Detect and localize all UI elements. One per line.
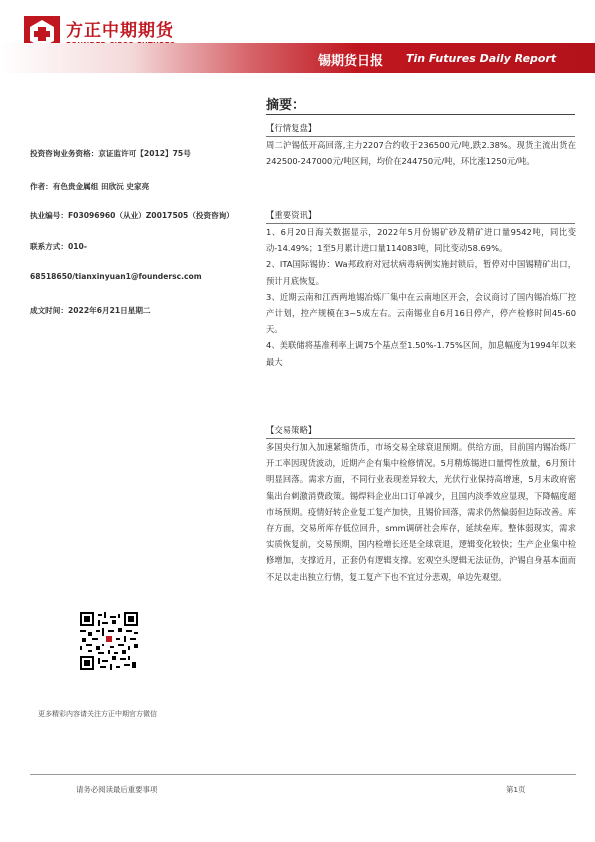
summary-title: 摘要： xyxy=(266,98,306,113)
trading-strategy-section xyxy=(266,423,576,585)
section-paragraph: 2、ITA国际锡协：Wa邦政府对冠状病毒病例实施封锁后，暂停对中国锡精矿出口，预计月底恢复。 xyxy=(266,259,576,286)
report-title-en: Tin Futures Daily Report xyxy=(406,52,557,65)
section-divider xyxy=(266,438,575,439)
section-divider xyxy=(266,223,575,224)
contact-value: 68518650/tianxinyuan1@foundersc.com xyxy=(30,272,202,281)
section-heading: 【行情复盘】 xyxy=(266,123,317,133)
section-paragraph: 多国央行加入加速紧缩货币，市场交易全球衰退预期。供给方面，目前国内锡冶炼厂开工率因现货波动，近期产企有集中检修情况。5月精炼锡进口量愕性放量，6月预计明显回落。需求方面，不同行业表现差异较大，光伏行业保持高增速，5月末政府密集出台刺激消费政策。锡焊料企业出口订单减少，且国内淡季效应显现，下降幅度超市场预期。疫情好转企业复工复产加快，且锡价回落，需求仍然偏弱但边际改善。库存方面，交易所库存低位回升，smm调研社会库存，延续垒库。整体弱现实，需求实质恢复前，交易预期，国内检增长还是全球衰退，逻辑变化较快；生产企业集中检修增加，支撑近月，正套仍有逻辑支撑。宏观空头逻辑无法证伪，沪锡自身基本面而不足以走出独立行情，复工复产下也不宜过分悲观，单边先观望。 xyxy=(266,442,576,582)
section-heading: 【交易策略】 xyxy=(266,425,317,435)
qualification-text: 投资咨询业务资格：京证监许可【2012】75号 xyxy=(30,149,191,158)
license-text: 执业编号：F03096960（从业）Z0017505（投资咨询） xyxy=(30,211,234,220)
contact-label: 联系方式：010- xyxy=(30,242,87,251)
market-review-section xyxy=(266,121,576,169)
brand-name-cn: 方正中期期货 xyxy=(66,21,174,41)
footer-disclaimer: 请务必阅读最后重要事项 xyxy=(76,785,158,794)
section-divider xyxy=(266,136,575,137)
section-paragraph: 3、近期云南和江西两地锡冶炼厂集中在云南地区开会，会议商讨了国内锡冶炼厂控产计划，控产规模在3~5成左右。云南锡业自6月16日停产，停产检修时间45-60天。 xyxy=(266,291,576,335)
key-news-section xyxy=(266,208,576,370)
section-paragraph: 4、美联储将基准利率上调75个基点至1.50%-1.75%区间，加息幅度为1994年以来最大 xyxy=(266,340,576,367)
section-heading: 【重要资讯】 xyxy=(266,210,317,220)
page-number: 第1页 xyxy=(506,785,526,794)
report-title-cn: 锡期货日报 xyxy=(318,54,384,69)
report-date: 成文时间：2022年6月21日星期二 xyxy=(30,306,151,315)
wechat-qr-code-icon xyxy=(80,612,138,670)
author-text: 作者：有色贵金属组 田欣沅 史家亮 xyxy=(30,182,150,191)
summary-divider xyxy=(266,114,575,115)
footer-divider xyxy=(30,774,576,775)
section-paragraph: 1、6月20日海关数据显示，2022年5月份锡矿砂及精矿进口量9542吨，同比变动-14.49%；1至5月累计进口量114083吨，同比变动58.69%。 xyxy=(266,227,576,254)
qr-caption: 更多精彩内容请关注方正中期官方微信 xyxy=(38,710,157,718)
section-paragraph: 周二沪锡低开高回落,主力2207合约收于236500元/吨,跌2.38%。现货主流出货在242500-247000元/吨区间，均价在244750元/吨，环比涨1250元/吨。 xyxy=(266,140,576,167)
